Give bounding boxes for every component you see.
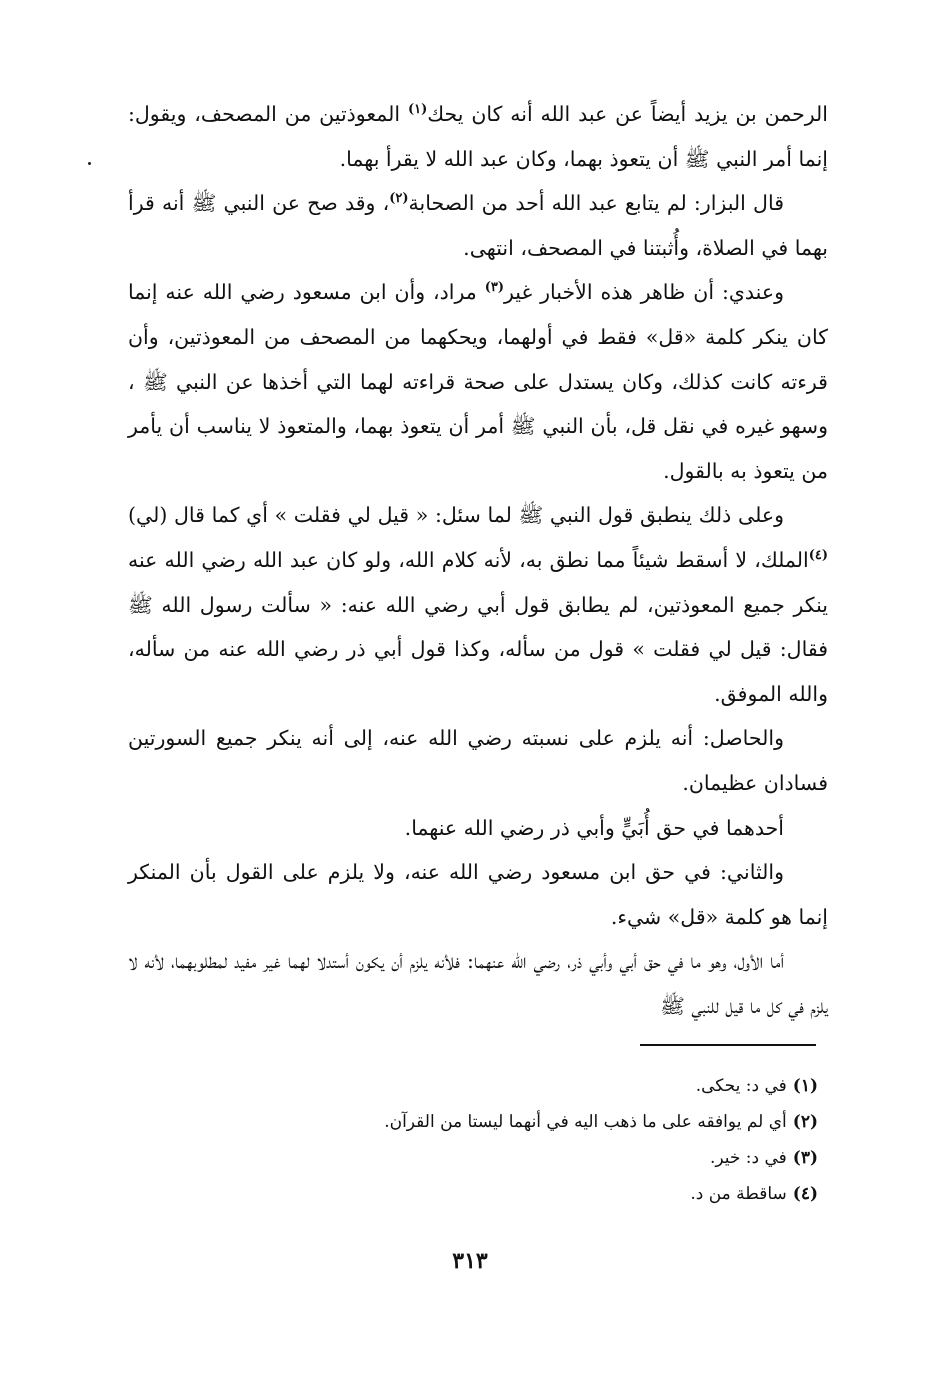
footnote-text: في د: خير. [709, 1148, 787, 1168]
footnote-ref: (٢) [389, 191, 409, 207]
main-text [128, 92, 828, 1028]
footnote-ref: (٣) [484, 280, 504, 296]
text-run: قال البزار: لم يتابع عبد الله أحد من الصحابة [408, 191, 784, 216]
footnotes [128, 1068, 818, 1212]
text-run: أحدهما في حق أُبَيٍّ وأبي ذر رضي الله عنهما. [404, 815, 784, 840]
paragraph [128, 716, 828, 805]
paragraph [128, 270, 828, 493]
footnote-text: ساقطة من د. [690, 1184, 787, 1204]
footnote [128, 1176, 818, 1212]
text-run: أما الأول، وهو ما في حق أبي وأبي ذر، رضي الله عنهما: فلأنه يلزم أن يكون أستدلا لهما غير مفيد لمطلوبهما، لأنه لا يلزم في كل ما قيل للنبي ﷺ [128, 949, 828, 1018]
scan-speck [88, 162, 91, 165]
paragraph [128, 493, 828, 716]
text-run: ، وقد صح عن النبي ﷺ أنه قرأ بهما في الصلاة، وأُثبتنا في المصحف، انتهى. [128, 191, 828, 260]
text-run: المعوذتين من المصحف، ويقول: إنما أمر النبي ﷺ أن يتعوذ بهما، وكان عبد الله لا يقرأ بهما. [128, 102, 828, 171]
text-run: الملك، لا أسقط شيئاً مما نطق به، لأنه كلام الله، ولو كان عبد الله رضي الله عنه ينكر جميع المعوذتين، لم يطابق قول أبي رضي الله عنه: « سألت رسول الله ﷺ فقال: قيل لي فقلت » قول من سأله، وكذا قول أبي ذر رضي الله عنه من سأله، والله الموفق. [128, 547, 828, 706]
paragraph [128, 850, 828, 939]
footnote-ref: (١) [407, 102, 428, 118]
footnote-separator [640, 1044, 816, 1046]
paragraph [128, 806, 828, 851]
text-run: والثاني: في حق ابن مسعود رضي الله عنه، ولا يلزم على القول بأن المنكر إنما هو كلمة «قل» شيء. [128, 860, 828, 929]
page-number: ٣١٣ [452, 1248, 488, 1274]
text-run: وعلى ذلك ينطبق قول النبي ﷺ لما سئل: « قيل لي فقلت » أي كما قال (لي) [128, 503, 784, 528]
footnote [128, 1068, 818, 1104]
paragraph [128, 92, 828, 181]
footnote-mark: (٢) [792, 1112, 818, 1132]
text-run: والحاصل: أنه يلزم على نسبته رضي الله عنه، إلى أنه ينكر جميع السورتين فسادان عظيمان. [128, 726, 828, 795]
footnote-mark: (٣) [792, 1148, 818, 1168]
footnote [128, 1140, 818, 1176]
footnote-mark: (٤) [792, 1184, 818, 1204]
footnote [128, 1104, 818, 1140]
footnote-text: أي لم يوافقه على ما ذهب اليه في أنهما ليستا من القرآن. [384, 1112, 787, 1132]
footnote-ref: (٤) [808, 548, 828, 564]
paragraph [128, 939, 828, 1028]
text-run: الرحمن بن يزيد أيضاً عن عبد الله أنه كان يحك [427, 102, 829, 126]
text-run: وعندي: أن ظاهر هذه الأخبار غير [503, 280, 784, 305]
footnote-text: في د: يحكى. [695, 1076, 787, 1096]
text-run: مراد، وأن ابن مسعود رضي الله عنه إنما كان ينكر كلمة «قل» فقط في أولهما، ويحكهما من المصحف من المعوذتين، وأن قرءته كانت كذلك، وكان يستدل على صحة قراءته لهما التي أخذها عن النبي ﷺ ، وسهو غيره في نقل قل، بأن النبي ﷺ أمر أن يتعوذ بهما، والمتعوذ لا يناسب أن يأمر من يتعوذ به بالقول. [128, 280, 828, 483]
paragraph [128, 181, 828, 270]
footnote-mark: (١) [792, 1076, 818, 1096]
